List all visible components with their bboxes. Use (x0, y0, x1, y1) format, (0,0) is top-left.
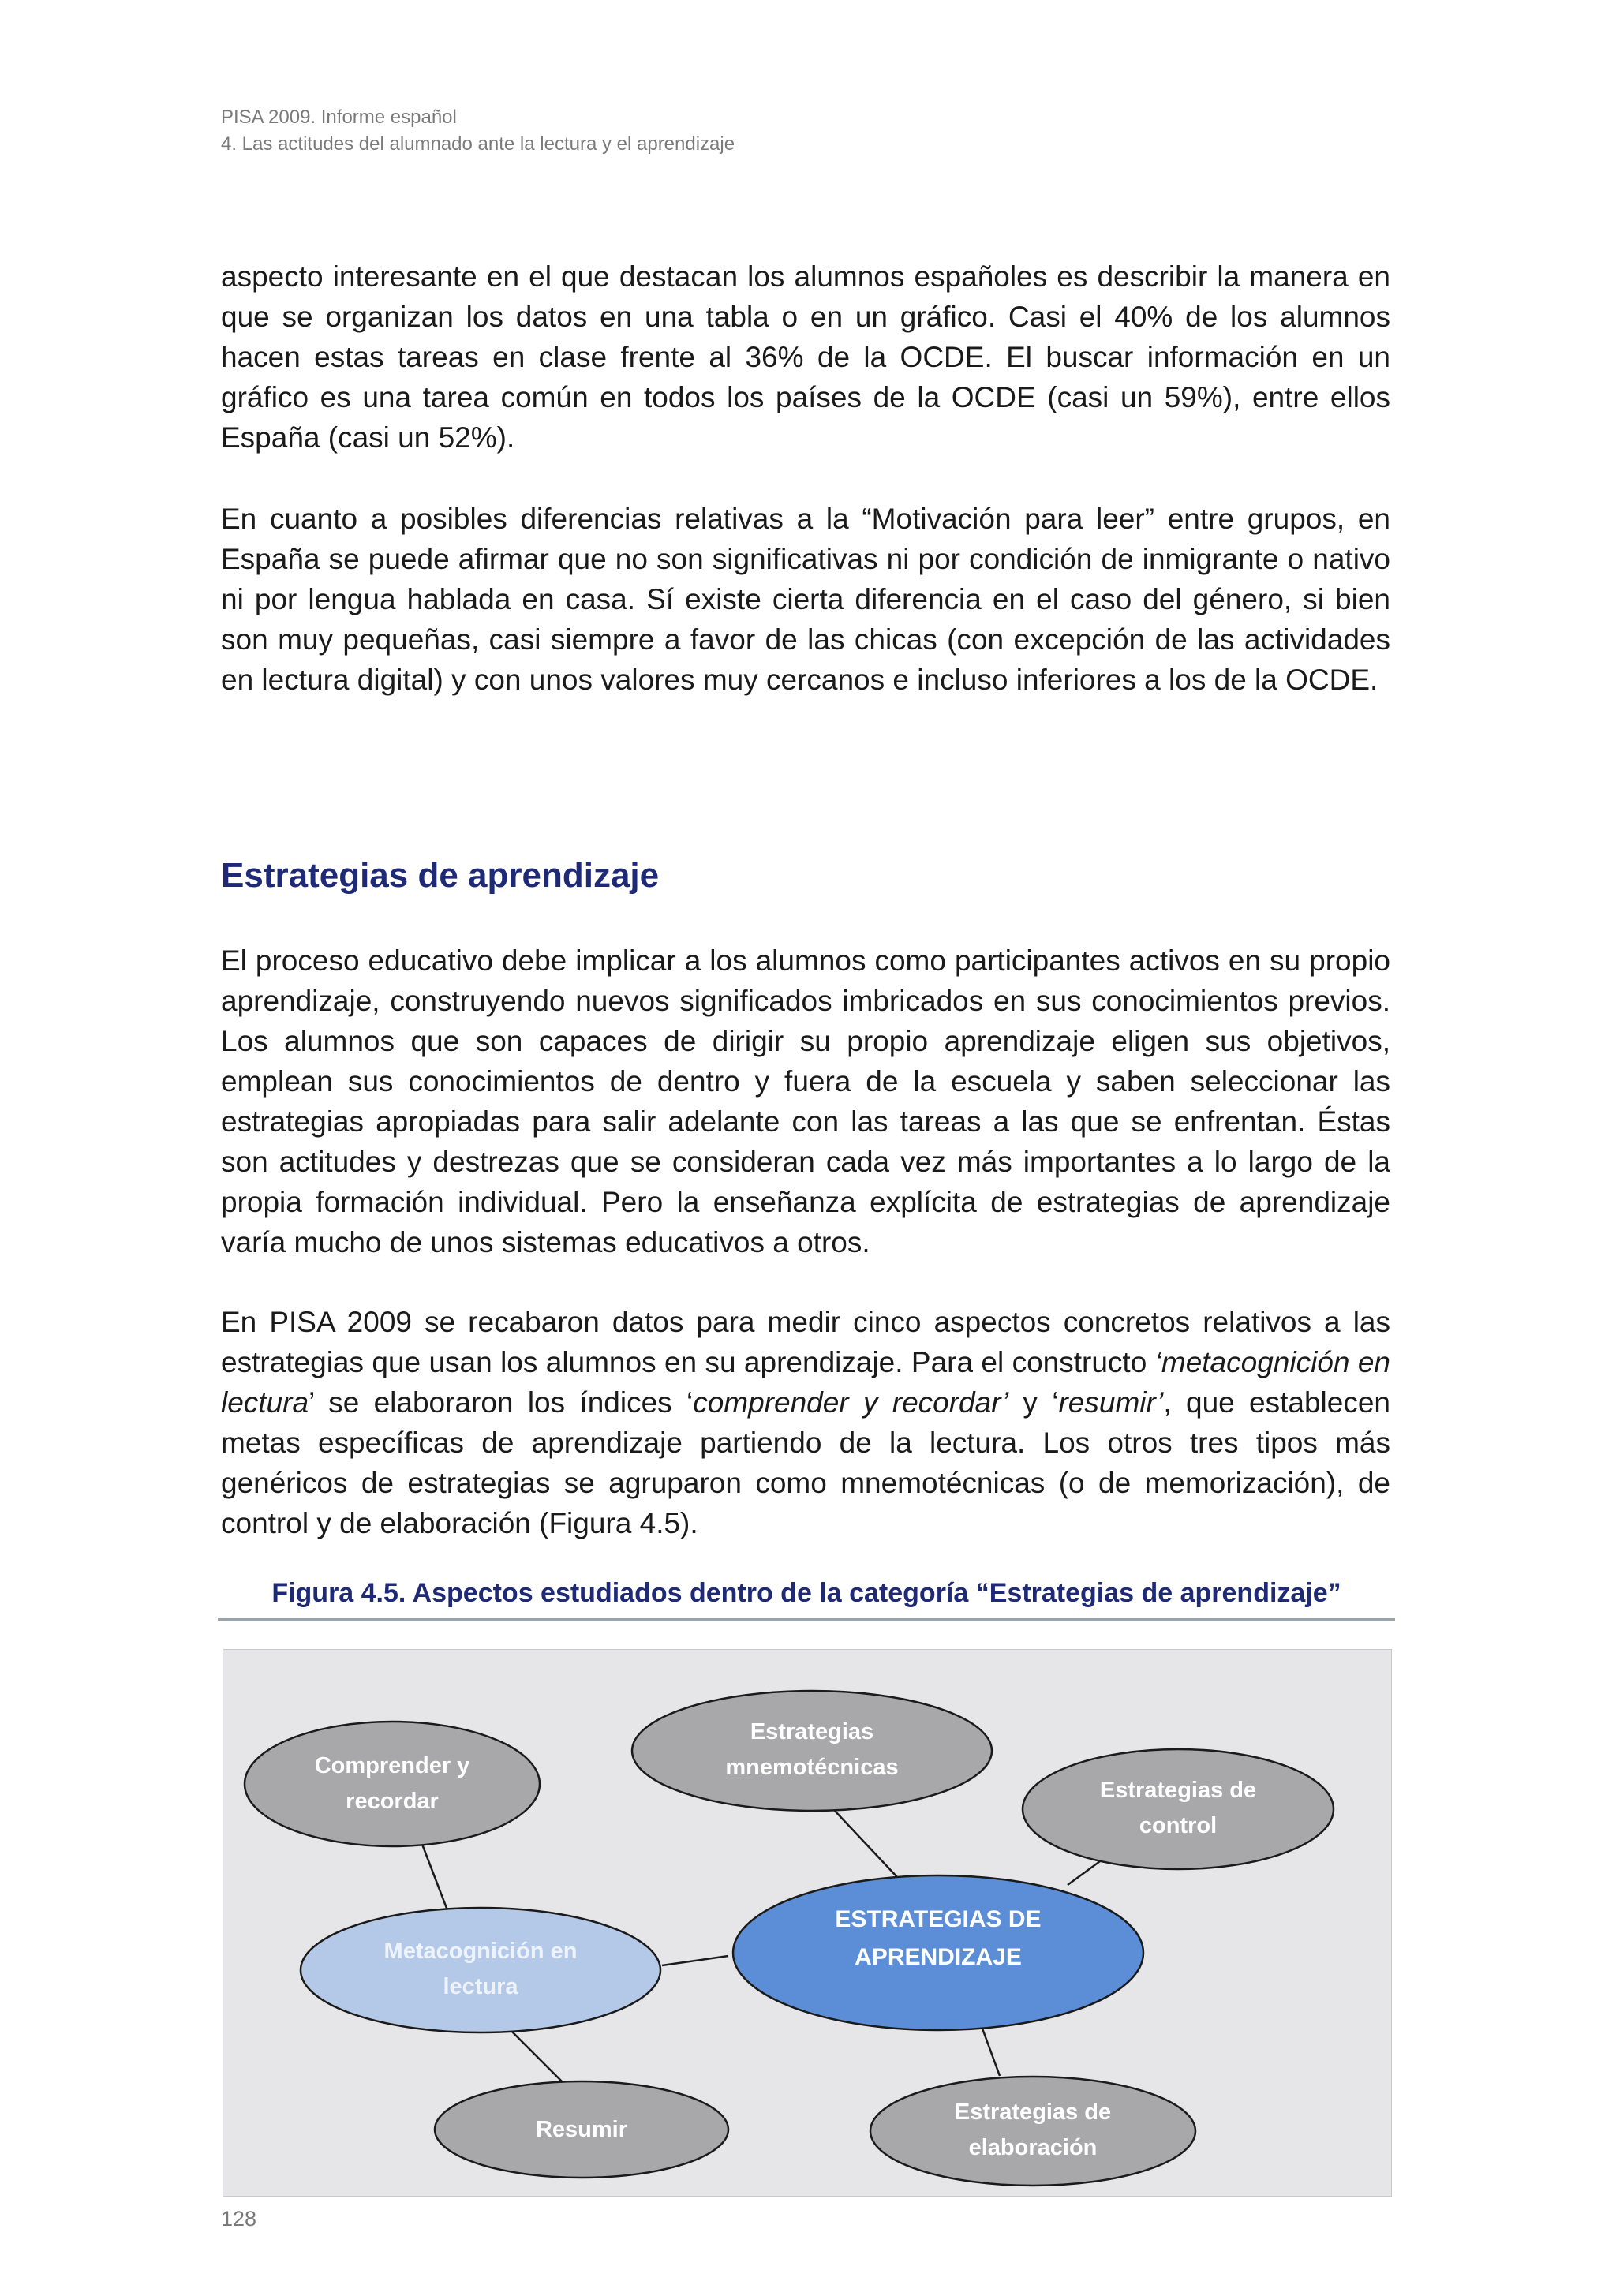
p4-part-e: y ‘ (1008, 1386, 1059, 1419)
paragraph-3 (221, 940, 1390, 1262)
label-metacognicion-line2: lectura (443, 1974, 518, 1999)
connector-metacognicion-central (662, 1956, 728, 1965)
label-metacognicion-line1: Metacognición en (383, 1939, 578, 1964)
page-number: 128 (221, 2207, 257, 2231)
p4-part-g: , que establecen metas específicas de aprendizaje partiendo de la lectura. Los otros tres tipos más genéricos de estrategias se agruparon como mnemotécnicas (o de memorización), de control y de elaboración (Figura 4.5). (221, 1386, 1391, 1539)
label-mnemotecnicas-line1: Estrategias (750, 1719, 874, 1744)
label-metacognicion-lectura (331, 1934, 630, 2005)
label-central-line2: APRENDIZAJE (855, 1944, 1022, 1970)
label-elaboracion-line1: Estrategias de (954, 2100, 1112, 2125)
section-title: Estrategias de aprendizaje (221, 856, 660, 895)
connector-metacognicion-resumir (507, 2027, 570, 2090)
label-central-line1: ESTRATEGIAS DE (835, 1906, 1042, 1932)
paragraph-1-text: aspecto interesante en el que destacan los alumnos españoles es describir la manera en que se organizan los datos en una tabla o en un gráfico. Casi el 40% de los alumnos hacen estas tareas en clase frente al 36% de la OCDE. El buscar información en un gráfico es una tarea común en todos los países de la OCDE (casi un 59%), entre ellos España (casi un 52%). (221, 260, 1390, 454)
header-chapter: 4. Las actitudes del alumnado ante la lectura y el aprendizaje (221, 133, 735, 155)
label-comprender-line2: recordar (346, 1789, 439, 1814)
paragraph-2-text: En cuanto a posibles diferencias relativas a la “Motivación para leer” entre grupos, en España se puede afirmar que no son significativas ni por condición de inmigrante o nativo ni por lengua hablada en casa. Sí existe cierta diferencia en el caso del género, si bien son muy pequeñas, casi siempre a favor de las chicas (con excepción de las actividades en lectura digital) y con unos valores muy cercanos e incluso inferiores a los de la OCDE. (221, 503, 1390, 696)
label-mnemotecnicas-line2: mnemotécnicas (725, 1755, 899, 1780)
paragraph-1 (221, 256, 1390, 458)
strategies-diagram (223, 1649, 1392, 2197)
label-estrategias-mnemotecnicas (670, 1715, 954, 1786)
p4-part-a: En PISA 2009 se recabaron datos para medir cinco aspectos concretos relativos a las estrategias que usan los alumnos en su aprendizaje. Para el constructo (221, 1306, 1390, 1378)
label-comprender-recordar (258, 1748, 526, 1819)
header-title: PISA 2009. Informe español (221, 107, 457, 128)
label-resumir (463, 2112, 700, 2148)
label-elaboracion-line2: elaboración (968, 2135, 1098, 2160)
figure-caption: Figura 4.5. Aspectos estudiados dentro de la categoría “Estrategias de aprendizaje” (218, 1574, 1395, 1621)
paragraph-4 (221, 1302, 1390, 1543)
label-comprender-line1: Comprender y (314, 1753, 470, 1778)
label-control-line2: control (1139, 1813, 1218, 1838)
paragraph-2 (221, 499, 1390, 700)
label-estrategias-control (1044, 1773, 1312, 1844)
p4-resumir-term: resumir’ (1058, 1386, 1164, 1419)
p4-part-c: ’ se elaboraron los índices ‘ (309, 1386, 694, 1419)
label-estrategias-aprendizaje (780, 1901, 1096, 1976)
p4-comprender-term: comprender y recordar’ (693, 1386, 1009, 1419)
connector-comprender-metacognicion (419, 1836, 447, 1910)
connector-central-elaboracion (982, 2029, 1000, 2076)
label-resumir-line1: Resumir (535, 2117, 628, 2142)
paragraph-4-text (221, 1302, 1390, 1543)
running-header (221, 104, 735, 158)
label-estrategias-elaboracion (899, 2095, 1167, 2166)
paragraph-3-text: El proceso educativo debe implicar a los alumnos como participantes activos en su propio aprendizaje, construyendo nuevos significados imbricados en sus conocimientos previos. Los alumnos que son capaces de dirigir su propio aprendizaje eligen sus objetivos, emplean sus conocimientos de dentro y fuera de la escuela y saben seleccionar las estrategias apropiadas para salir adelante con las tareas a las que se enfrentan. Éstas son actitudes y destrezas que se consideran cada vez más importantes a lo largo de la propia formación individual. Pero la enseñanza explícita de estrategias de aprendizaje varía mucho de unos sistemas educativos a otros. (221, 944, 1390, 1258)
p4-metacognicion-term: ‘metacognición en lectura (221, 1346, 1390, 1419)
label-control-line1: Estrategias de (1099, 1778, 1257, 1803)
